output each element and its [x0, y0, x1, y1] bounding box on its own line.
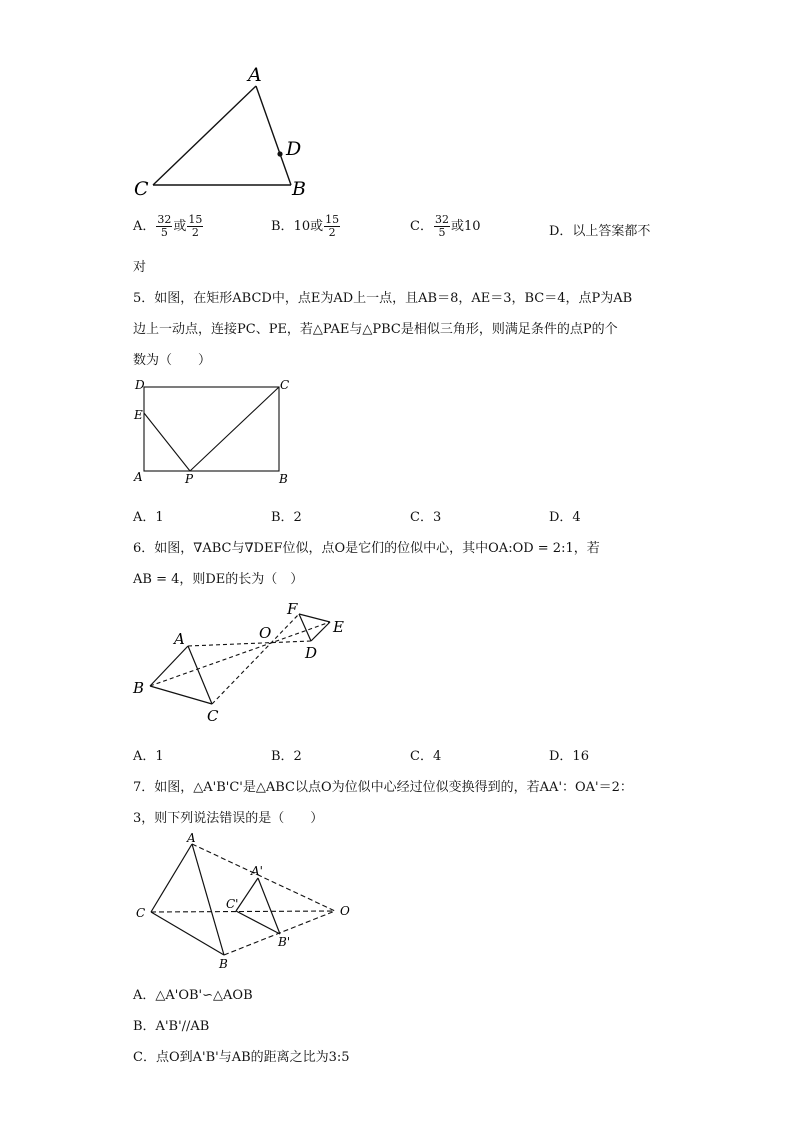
q4-option-d[interactable]: D．以上答案都不 — [549, 224, 651, 239]
q4-options — [133, 214, 773, 244]
segment-C1B1 — [236, 911, 280, 934]
segment-A1B1 — [258, 878, 280, 934]
label-B: B — [279, 472, 288, 486]
q5-option-c[interactable]: C．3 — [410, 510, 442, 525]
label-C: C — [136, 906, 146, 920]
q7-homothety-figure — [132, 832, 362, 972]
point-D — [277, 151, 282, 156]
label-B: B — [219, 957, 228, 971]
q6-option-d[interactable]: D．16 — [549, 749, 589, 764]
segment-CA — [153, 86, 256, 185]
q6-text-line1: 6．如图，∇ABC与∇DEF位似，点O是它们的位似中心，其中OA:OD = 2:1，若 — [133, 541, 600, 556]
q4-option-d-wrap: 对 — [133, 260, 147, 275]
q7-option-a[interactable]: A．△A'OB'∽△AOB — [133, 988, 253, 1003]
label-D: D — [305, 644, 318, 662]
label-A: A — [248, 64, 262, 86]
q7-text-line2: 3，则下列说法错误的是（ ） — [133, 811, 324, 826]
q4-option-b[interactable]: B．10或 $\frac{15}{2}$ — [271, 213, 340, 239]
fraction: $\frac{32}{5}$ — [157, 213, 172, 239]
rectangle-ABCD — [144, 387, 279, 471]
segment-FD — [299, 614, 311, 641]
label-E: E — [134, 408, 143, 422]
label-E: E — [333, 618, 344, 636]
label-B: B — [292, 178, 306, 200]
fraction: $\frac{15}{2}$ — [325, 213, 340, 239]
dashed-A-to-D — [188, 641, 311, 646]
q5-text-line1: 5．如图，在矩形ABCD中，点E为AD上一点，且AB＝8，AE＝3，BC＝4，点P为AB — [133, 291, 633, 306]
label-D: D — [286, 138, 302, 160]
label-O: O — [259, 624, 272, 642]
label-A-prime: A' — [251, 864, 263, 878]
fraction: $\frac{15}{2}$ — [188, 213, 203, 239]
q5-option-b[interactable]: B．2 — [271, 510, 302, 525]
label-F: F — [287, 600, 298, 618]
label-P: P — [185, 472, 194, 486]
label-A: A — [134, 470, 143, 484]
segment-FE — [299, 614, 330, 622]
q5-option-d[interactable]: D．4 — [549, 510, 581, 525]
q5-text-line3: 数为（ ） — [133, 353, 212, 368]
segment-EP — [144, 413, 190, 471]
label-C: C — [207, 707, 219, 725]
segment-ED — [311, 622, 330, 641]
segment-BC — [150, 686, 212, 704]
q7-option-c[interactable]: C．点O到A'B'与AB的距离之比为3:5 — [133, 1050, 350, 1065]
segment-AC — [188, 646, 212, 704]
label-O: O — [340, 904, 350, 918]
q4-option-a[interactable]: A． $\frac{32}{5}$ 或 $\frac{15}{2}$ — [133, 213, 203, 239]
label-C-prime: C' — [226, 897, 239, 911]
q7-text-line1: 7．如图，△A'B'C'是△ABC以点O为位似中心经过位似变换得到的，若AA'：OA'＝2： — [133, 780, 633, 795]
label-A: A — [187, 832, 196, 845]
segment-A1C1 — [236, 878, 258, 911]
q4-triangle-figure — [128, 62, 318, 202]
q7-option-b[interactable]: B．A'B'//AB — [133, 1019, 210, 1034]
q4-option-c[interactable]: C． $\frac{32}{5}$ 或10 — [410, 213, 481, 239]
label-B-prime: B' — [278, 935, 291, 949]
label-C: C — [134, 178, 149, 200]
label-A: A — [174, 630, 185, 648]
q6-text-line2: AB = 4，则DE的长为（ ） — [133, 572, 304, 587]
q5-rectangle-figure — [130, 375, 295, 490]
segment-AB — [150, 646, 188, 686]
label-C: C — [280, 378, 290, 392]
q6-option-b[interactable]: B．2 — [271, 749, 302, 764]
q6-option-c[interactable]: C．4 — [410, 749, 442, 764]
label-B: B — [133, 679, 145, 697]
q5-option-a[interactable]: A．1 — [133, 510, 164, 525]
segment-AB — [256, 86, 291, 185]
fraction: $\frac{32}{5}$ — [434, 213, 449, 239]
q5-options — [133, 506, 773, 526]
dashed-C-to-O — [151, 911, 335, 912]
q6-options — [133, 745, 773, 765]
segment-PC — [190, 387, 279, 471]
q6-option-a[interactable]: A．1 — [133, 749, 164, 764]
q5-text-line2: 边上一动点，连接PC、PE，若△PAE与△PBC是相似三角形，则满足条件的点P的个 — [133, 322, 618, 337]
segment-AC — [151, 844, 192, 912]
dashed-A-to-O — [192, 844, 335, 911]
label-D: D — [135, 378, 145, 392]
q6-homothety-figure — [128, 596, 363, 726]
